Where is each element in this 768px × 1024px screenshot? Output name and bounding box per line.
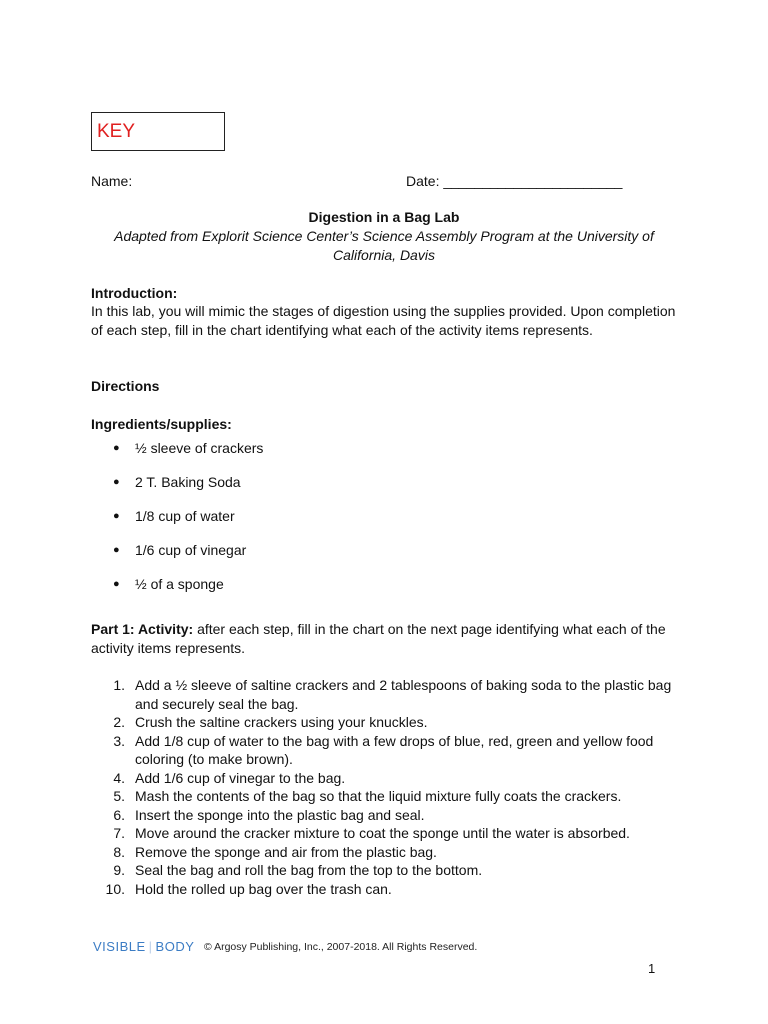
document-subtitle: Adapted from Explorit Science Center’s Science Assembly Program at the University of California, Davis xyxy=(114,228,654,263)
part1-text: after each step, fill in the chart on the next page identifying what each of the activity items represents. xyxy=(91,621,666,656)
ingredient-text: 1/6 cup of vinegar xyxy=(135,542,247,558)
step-number: 7. xyxy=(113,825,125,841)
step-text: Insert the sponge into the plastic bag and seal. xyxy=(135,806,425,823)
list-item xyxy=(91,769,681,788)
list-item xyxy=(91,843,681,862)
copyright-text: © Argosy Publishing, Inc., 2007-2018. All Rights Reserved. xyxy=(204,941,478,953)
logo-right-text: BODY xyxy=(155,939,195,954)
ingredients-heading: Ingredients/supplies: xyxy=(91,416,232,432)
step-number: 2. xyxy=(113,714,125,730)
list-item xyxy=(91,732,681,769)
list-item xyxy=(113,473,263,507)
step-number: 6. xyxy=(113,806,125,823)
step-number: 1. xyxy=(113,677,125,693)
date-field-label: Date: _______________________ xyxy=(406,173,623,189)
bullet-icon: ● xyxy=(113,510,120,522)
list-item xyxy=(113,507,263,541)
list-item xyxy=(113,575,263,609)
ingredient-text: 2 T. Baking Soda xyxy=(135,474,241,490)
directions-heading: Directions xyxy=(91,378,160,394)
bullet-icon: ● xyxy=(113,578,120,590)
list-item xyxy=(91,806,681,825)
step-number: 5. xyxy=(113,788,125,804)
list-item xyxy=(91,713,681,732)
step-text: Remove the sponge and air from the plastic bag. xyxy=(135,843,437,860)
logo-left-text: VISIBLE xyxy=(93,939,146,954)
step-text: Seal the bag and roll the bag from the top to the bottom. xyxy=(135,862,483,878)
bullet-icon: ● xyxy=(113,544,120,556)
ingredient-text: ½ sleeve of crackers xyxy=(135,440,264,456)
key-label: KEY xyxy=(97,121,136,142)
list-item xyxy=(91,787,681,806)
ingredients-list xyxy=(113,439,263,609)
list-item xyxy=(113,439,263,473)
introduction-heading: Introduction: xyxy=(91,285,178,301)
visible-body-logo xyxy=(93,939,194,954)
step-number: 8. xyxy=(113,843,125,860)
step-text: Add 1/8 cup of water to the bag with a few drops of blue, red, green and yellow food coloring (to make brown). xyxy=(135,732,654,767)
list-item xyxy=(113,541,263,575)
part1-heading: Part 1: Activity: xyxy=(91,621,194,637)
step-number: 10. xyxy=(105,880,125,897)
ingredient-text: ½ of a sponge xyxy=(135,576,224,592)
steps-list xyxy=(91,676,681,898)
step-number: 4. xyxy=(113,769,125,786)
bullet-icon: ● xyxy=(113,476,120,488)
document-title: Digestion in a Bag Lab xyxy=(308,209,460,225)
step-number: 9. xyxy=(113,862,125,878)
ingredient-text: 1/8 cup of water xyxy=(135,508,235,524)
bullet-icon: ● xyxy=(113,442,120,454)
step-number: 3. xyxy=(113,732,125,749)
list-item xyxy=(91,880,681,899)
step-text: Hold the rolled up bag over the trash can. xyxy=(135,880,392,897)
list-item xyxy=(91,824,681,843)
step-text: Add 1/6 cup of vinegar to the bag. xyxy=(135,769,346,786)
key-box xyxy=(91,112,225,151)
logo-divider-icon: | xyxy=(148,939,153,954)
step-text: Move around the cracker mixture to coat the sponge until the water is absorbed. xyxy=(135,825,630,841)
step-text: Crush the saltine crackers using your knuckles. xyxy=(135,714,428,730)
step-text: Mash the contents of the bag so that the liquid mixture fully coats the crackers. xyxy=(135,788,622,804)
list-item xyxy=(91,676,681,713)
name-field-label: Name: xyxy=(91,173,133,189)
list-item xyxy=(91,861,681,880)
part1-paragraph xyxy=(91,620,681,657)
step-text: Add a ½ sleeve of saltine crackers and 2 tablespoons of baking soda to the plastic bag and securely seal the bag. xyxy=(135,677,672,712)
page-number: 1 xyxy=(648,961,656,976)
introduction-text: In this lab, you will mimic the stages of digestion using the supplies provided. Upon completion of each step, fill in the chart identifying what each of the activity items represents. xyxy=(91,303,676,338)
